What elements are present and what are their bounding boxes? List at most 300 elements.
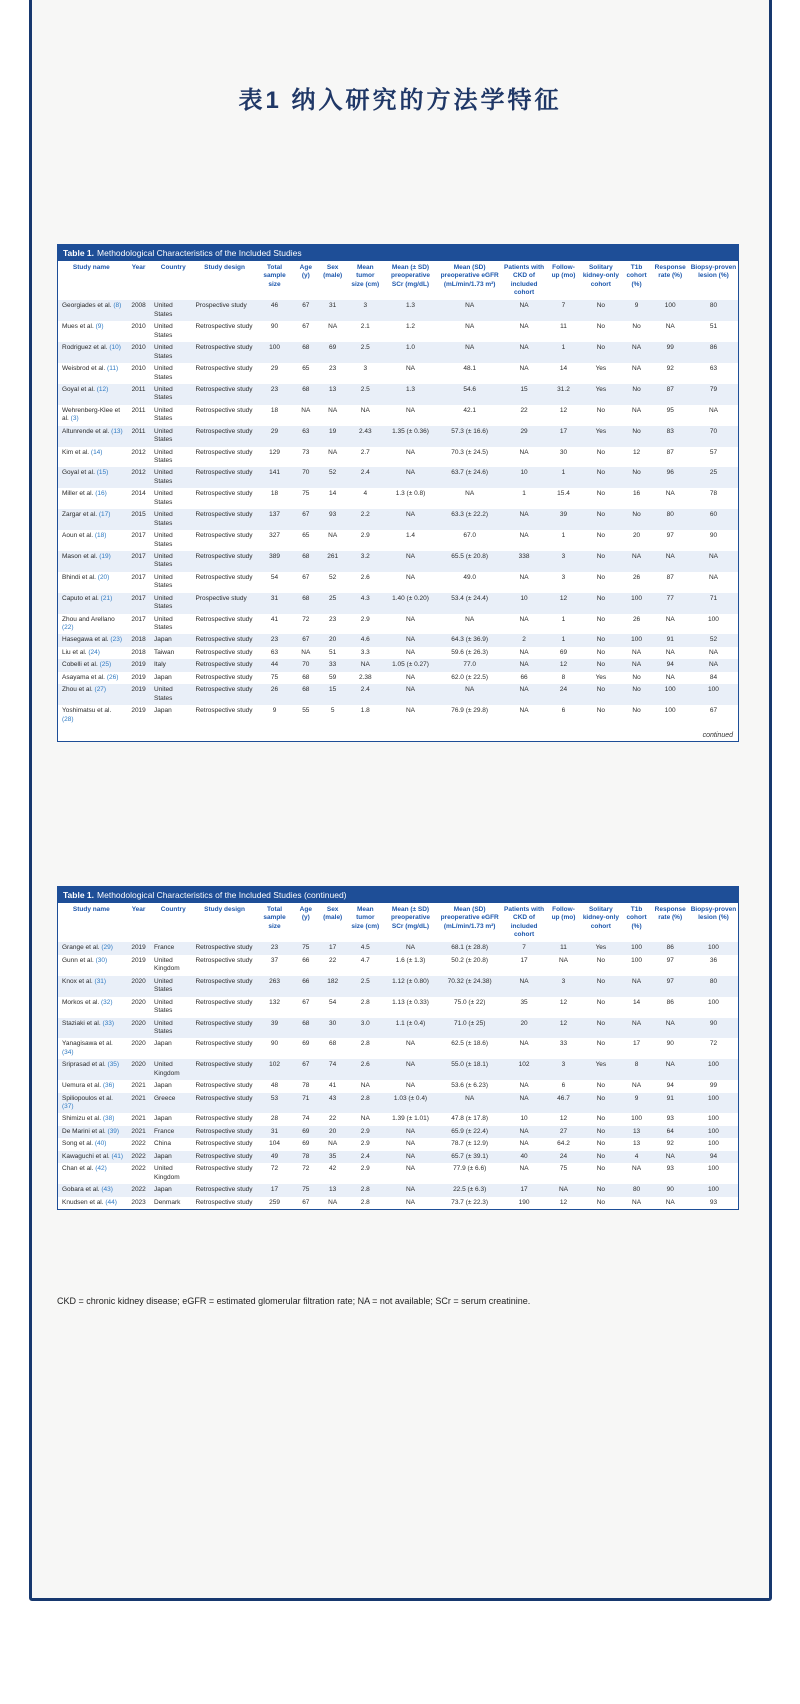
data-cell: 35 <box>520 998 528 1006</box>
data-cell: 95 <box>666 406 674 414</box>
table-row <box>58 1018 738 1039</box>
data-cell: 263 <box>255 976 294 997</box>
data-cell: 100 <box>689 942 738 954</box>
data-cell: 91 <box>652 1093 689 1114</box>
data-cell: NA <box>383 1151 438 1163</box>
data-cell: 10 <box>520 1115 528 1123</box>
data-cell: 3.0 <box>348 1018 383 1039</box>
abbreviation-footnote: CKD = chronic kidney disease; eGFR = estimated glomerular filtration rate; NA = not available; SCr = serum creatinine. <box>57 1296 531 1306</box>
column-header: Mean (± SD) preoperative SCr (mg/dL) <box>390 263 431 288</box>
data-cell: 100 <box>622 942 652 954</box>
data-cell: NA <box>405 673 416 681</box>
data-cell: Retrospective study <box>194 634 255 646</box>
data-cell: No <box>580 1184 621 1196</box>
data-cell: No <box>622 467 652 488</box>
study-name-cell: Cobelli et al. (25) <box>58 659 125 671</box>
data-cell: Retrospective study <box>195 998 253 1006</box>
data-cell: 100 <box>689 684 738 705</box>
data-cell: 100 <box>652 684 689 705</box>
data-cell: 102 <box>501 1059 547 1080</box>
data-cell: NA <box>519 1165 529 1173</box>
data-cell: 23 <box>255 634 294 646</box>
data-cell: 90 <box>652 1184 689 1196</box>
data-cell: United States <box>153 1018 194 1039</box>
data-cell: NA <box>405 1165 416 1173</box>
data-cell: 23 <box>329 365 337 373</box>
data-cell: 80 <box>689 300 738 321</box>
data-cell: 327 <box>269 532 280 540</box>
data-cell: 100 <box>255 342 294 363</box>
data-cell: 7 <box>547 300 580 321</box>
data-cell: No <box>580 342 621 363</box>
data-cell: 99 <box>652 342 689 363</box>
data-cell: 23 <box>255 384 294 405</box>
data-cell: Japan <box>153 634 194 646</box>
data-cell: No <box>596 956 606 964</box>
data-cell: NA <box>383 1126 438 1138</box>
data-cell: Retrospective study <box>194 384 255 405</box>
data-cell: 2.4 <box>348 684 383 705</box>
table-row <box>58 1059 738 1080</box>
data-cell: 1.03 (± 0.4) <box>383 1093 438 1114</box>
data-cell: United States <box>153 593 194 614</box>
data-cell: NA <box>708 648 718 656</box>
data-cell: 26 <box>632 615 641 623</box>
table-row <box>58 955 738 976</box>
data-cell: No <box>622 384 652 405</box>
data-cell: Retrospective study <box>194 684 255 705</box>
data-cell: 12 <box>559 1198 568 1206</box>
data-cell: United States <box>153 551 194 572</box>
data-cell: 74 <box>318 1059 348 1080</box>
data-cell: 75 <box>559 1165 568 1173</box>
header-row <box>58 903 738 943</box>
data-cell: NA <box>405 406 416 414</box>
data-cell: NA <box>405 1198 416 1206</box>
data-cell: United Kingdom <box>153 1059 194 1080</box>
data-cell: 37 <box>270 956 279 964</box>
data-cell: Yes <box>580 426 621 447</box>
data-cell: 17 <box>632 1040 641 1048</box>
data-cell: United Kingdom <box>154 1165 180 1181</box>
data-cell: 71 <box>294 1093 318 1114</box>
data-cell: NA <box>383 1184 438 1196</box>
data-cell: United States <box>154 490 173 506</box>
data-cell: 1 <box>547 342 580 363</box>
data-cell: 2011 <box>131 406 146 414</box>
data-cell: No <box>596 707 606 715</box>
citation-ref: (27) <box>94 686 107 694</box>
citation-ref: (23) <box>110 636 122 644</box>
column-header: Patients with CKD of included cohort <box>504 263 545 296</box>
study-name-cell: Zhou et al. (27) <box>58 684 125 705</box>
data-cell: 78 <box>302 1082 310 1090</box>
table-row <box>58 672 738 684</box>
table-row <box>58 684 738 705</box>
data-cell: 1 <box>561 615 566 623</box>
data-cell: 2010 <box>131 323 146 331</box>
data-cell: 30 <box>318 1018 348 1039</box>
table-row <box>58 572 738 593</box>
study-name-cell: Song et al. (40) <box>62 1140 107 1148</box>
data-cell: NA <box>405 448 416 456</box>
page-title: 表1 纳入研究的方法学特征 <box>238 87 562 114</box>
data-cell: 100 <box>708 1115 719 1123</box>
data-cell: 52 <box>689 634 738 646</box>
data-cell: 2.9 <box>348 1126 383 1138</box>
table-row <box>58 405 738 426</box>
study-name-cell: Bhindi et al. (20) <box>62 573 110 581</box>
study-name-cell: Knudsen et al. (44) <box>62 1198 117 1206</box>
data-cell: 42.1 <box>463 406 476 414</box>
data-cell: Retrospective study <box>194 551 255 572</box>
data-cell: 54 <box>270 573 279 581</box>
data-cell: 2.9 <box>360 1165 370 1173</box>
data-cell: 2019 <box>131 707 146 715</box>
data-cell: 4.5 <box>348 942 383 954</box>
data-cell: 78 <box>709 490 718 498</box>
data-cell: 13 <box>318 384 348 405</box>
data-cell: 3 <box>547 1059 580 1080</box>
data-cell: No <box>580 593 621 614</box>
data-cell: 12 <box>547 1018 580 1039</box>
column-header: Country <box>160 263 186 271</box>
data-cell: 91 <box>652 634 689 646</box>
data-cell: NA <box>519 1082 529 1090</box>
citation-ref: (35) <box>107 1061 120 1069</box>
table-row <box>58 384 738 405</box>
data-cell: 80 <box>689 976 738 997</box>
table-row <box>58 659 738 671</box>
citation-ref: (18) <box>94 532 107 540</box>
data-cell: 2.6 <box>348 1059 383 1080</box>
data-cell: 2.2 <box>348 509 383 530</box>
data-cell: 53.6 (± 6.23) <box>451 1082 489 1090</box>
data-cell: 33 <box>559 1040 568 1048</box>
data-cell: 2012 <box>125 467 153 488</box>
data-cell: 1.2 <box>405 323 416 331</box>
data-cell: 11 <box>547 942 580 954</box>
data-cell: NA <box>689 659 738 671</box>
data-cell: 3.3 <box>360 648 370 656</box>
citation-ref: (39) <box>107 1127 120 1135</box>
column-header: Solitary kidney-only cohort <box>582 263 619 288</box>
data-cell: 68 <box>294 593 318 614</box>
data-cell: No <box>580 1151 621 1163</box>
data-cell: 87 <box>652 384 689 405</box>
column-header: Patients with CKD of included cohort <box>504 905 545 938</box>
data-cell: Retrospective study <box>195 648 253 656</box>
data-cell: 84 <box>709 673 718 681</box>
study-name-cell: Knox et al. (31) <box>58 976 125 997</box>
citation-ref: (3) <box>70 415 79 423</box>
data-cell: NA <box>328 1140 338 1148</box>
data-cell: 67 <box>294 1059 318 1080</box>
data-cell: 63 <box>709 365 718 373</box>
column-header: Mean (± SD) preoperative SCr (mg/dL) <box>390 905 431 930</box>
data-cell: NA <box>652 1018 689 1039</box>
data-cell: 90 <box>709 532 718 540</box>
table-row <box>58 1151 738 1163</box>
data-cell: Retrospective study <box>195 490 253 498</box>
data-cell: NA <box>360 1115 370 1123</box>
data-cell: 100 <box>622 593 652 614</box>
table-row <box>58 1163 738 1184</box>
data-cell: 62.5 (± 18.6) <box>451 1040 489 1048</box>
data-cell: 100 <box>689 1184 738 1196</box>
column-header: Follow-up (mo) <box>551 263 576 280</box>
table-row <box>58 530 738 551</box>
data-cell: 64.2 <box>557 1140 570 1148</box>
data-cell: NA <box>383 509 438 530</box>
data-cell: 68 <box>294 684 318 705</box>
data-cell: 71 <box>689 593 738 614</box>
data-cell: NA <box>328 1198 338 1206</box>
data-cell: 87 <box>666 573 674 581</box>
data-cell: NA <box>708 406 718 414</box>
data-cell: NA <box>519 365 529 373</box>
data-cell: 22 <box>520 406 528 414</box>
table2-header <box>58 903 738 943</box>
data-cell: 69 <box>302 1140 310 1148</box>
data-cell: 2.8 <box>360 998 370 1006</box>
data-cell: 75 <box>302 490 310 498</box>
data-cell: 100 <box>689 1059 738 1080</box>
data-cell: 93 <box>666 1115 674 1123</box>
data-cell: 10 <box>501 593 547 614</box>
study-name-cell: Mason et al. (19) <box>58 551 125 572</box>
data-cell: No <box>580 509 621 530</box>
data-cell: 27 <box>547 1126 580 1138</box>
citation-ref: (17) <box>98 511 111 519</box>
column-header: Response rate (%) <box>654 905 686 922</box>
data-cell: 79 <box>689 384 738 405</box>
citation-ref: (9) <box>95 323 104 331</box>
table-row <box>58 647 738 659</box>
data-cell: NA <box>665 1198 675 1206</box>
data-cell: 4.6 <box>348 634 383 646</box>
data-cell: 36 <box>709 956 718 964</box>
data-cell: 12 <box>547 659 580 671</box>
data-cell: 100 <box>622 634 652 646</box>
table-row <box>58 509 738 530</box>
data-cell: 70 <box>689 426 738 447</box>
data-cell: United States <box>153 342 194 363</box>
data-cell: China <box>154 1140 171 1148</box>
data-cell: 55.0 (± 18.1) <box>438 1059 501 1080</box>
data-cell: Retrospective study <box>195 532 253 540</box>
data-cell: 2021 <box>131 1082 146 1090</box>
study-name-cell: Caputo et al. (21) <box>58 593 125 614</box>
data-cell: No <box>596 490 606 498</box>
data-cell: 12 <box>559 1115 568 1123</box>
data-cell: 4.7 <box>360 956 370 964</box>
citation-ref: (38) <box>102 1115 115 1123</box>
data-cell: 23 <box>329 615 337 623</box>
column-header: Response rate (%) <box>654 263 686 280</box>
table-row <box>58 634 738 646</box>
study-name-cell: Gunn et al. (30) <box>62 956 108 964</box>
data-cell: 68 <box>329 1040 337 1048</box>
data-cell: 259 <box>269 1198 280 1206</box>
data-cell: NA <box>328 406 338 414</box>
data-cell: 68 <box>294 551 318 572</box>
data-cell: 1.0 <box>383 342 438 363</box>
data-cell: Retrospective study <box>195 1165 253 1173</box>
data-cell: 2.9 <box>360 615 370 623</box>
data-cell: 31 <box>255 593 294 614</box>
data-cell: 69 <box>559 648 568 656</box>
data-cell: No <box>596 406 606 414</box>
data-cell: 65.7 (± 39.1) <box>438 1151 501 1163</box>
data-cell: United Kingdom <box>154 956 180 973</box>
study-name-cell: Zhou and Arellano (22) <box>62 615 115 631</box>
data-cell: No <box>632 707 641 715</box>
data-cell: 2015 <box>125 509 153 530</box>
data-cell: United States <box>154 406 173 423</box>
data-cell: 92 <box>666 365 674 373</box>
data-cell: NA <box>708 573 718 581</box>
data-cell: No <box>596 998 606 1006</box>
data-cell: 75.0 (± 22) <box>453 998 486 1006</box>
data-cell: 68 <box>294 384 318 405</box>
data-cell: 97 <box>652 976 689 997</box>
data-cell: Greece <box>153 1093 194 1114</box>
data-cell: Yes <box>595 673 607 681</box>
study-name-cell: Rodriguez et al. (10) <box>58 342 125 363</box>
data-cell: 2019 <box>125 684 153 705</box>
data-cell: Retrospective study <box>195 1040 253 1048</box>
data-cell: 90 <box>270 323 279 331</box>
data-cell: NA <box>519 448 529 456</box>
data-cell: 35 <box>318 1151 348 1163</box>
data-cell: 72 <box>709 1040 718 1048</box>
study-name-cell: Wehrenberg-Klee et al. (3) <box>62 406 121 423</box>
data-cell: 1 <box>561 532 566 540</box>
data-cell: 69 <box>318 342 348 363</box>
data-cell: NA <box>622 551 652 572</box>
table1-block <box>57 244 739 742</box>
data-cell: 46 <box>255 300 294 321</box>
citation-ref: (37) <box>62 1103 74 1110</box>
data-cell: Retrospective study <box>195 1082 253 1090</box>
table2-caption <box>58 887 738 903</box>
data-cell: 2019 <box>131 956 146 964</box>
data-cell: NA <box>501 1126 547 1138</box>
data-cell: NA <box>519 573 529 581</box>
data-cell: 100 <box>664 707 676 715</box>
data-cell: 29 <box>270 365 279 373</box>
study-name-cell: Gobara et al. (43) <box>58 1184 125 1196</box>
table-row <box>58 942 738 954</box>
data-cell: 10 <box>501 467 547 488</box>
data-cell: Retrospective study <box>195 615 253 623</box>
data-cell: 137 <box>255 509 294 530</box>
data-cell: 65.5 (± 20.8) <box>438 551 501 572</box>
data-cell: 31 <box>255 1126 294 1138</box>
data-cell: 63.3 (± 22.2) <box>438 509 501 530</box>
data-cell: 3 <box>547 976 580 997</box>
data-cell: 92 <box>666 1140 674 1148</box>
data-cell: No <box>580 467 621 488</box>
data-cell: 2021 <box>125 1126 153 1138</box>
data-cell: NA <box>383 684 438 705</box>
data-cell: 41 <box>270 615 279 623</box>
data-cell: NA <box>519 1040 529 1048</box>
study-name-cell: Staziaki et al. (33) <box>58 1018 125 1039</box>
data-cell: No <box>596 448 606 456</box>
data-cell: United States <box>154 365 173 381</box>
data-cell: Japan <box>154 707 172 715</box>
data-cell: 13 <box>622 1126 652 1138</box>
data-cell: 51 <box>329 648 337 656</box>
data-cell: 2.8 <box>348 1093 383 1114</box>
data-cell: 25 <box>689 467 738 488</box>
column-header: T1b cohort (%) <box>626 905 647 930</box>
data-cell: 90 <box>270 1040 279 1048</box>
data-cell: NA <box>405 707 416 715</box>
data-cell: 39 <box>255 1018 294 1039</box>
data-cell: 12 <box>547 593 580 614</box>
data-cell: 2018 <box>125 634 153 646</box>
data-cell: 2.4 <box>348 467 383 488</box>
data-cell: Retrospective study <box>195 1198 253 1206</box>
citation-ref: (34) <box>62 1048 74 1056</box>
data-cell: Retrospective study <box>195 406 253 414</box>
data-cell: Retrospective study <box>194 1059 255 1080</box>
data-cell: NA <box>501 976 547 997</box>
data-cell: 26 <box>255 684 294 705</box>
data-cell: 96 <box>652 467 689 488</box>
study-name-cell: De Marini et al. (39) <box>58 1126 125 1138</box>
data-cell: 20 <box>318 634 348 646</box>
table-row <box>58 1093 738 1114</box>
data-cell: No <box>596 648 606 656</box>
citation-ref: (20) <box>97 573 110 581</box>
data-cell: 18 <box>270 406 279 414</box>
data-cell: 67 <box>302 573 310 581</box>
data-cell: 18 <box>270 490 279 498</box>
data-cell: NA <box>501 342 547 363</box>
data-cell: 102 <box>255 1059 294 1080</box>
data-cell: 70.32 (± 24.38) <box>438 976 501 997</box>
data-cell: No <box>580 1018 621 1039</box>
data-cell: Yes <box>580 942 621 954</box>
column-header: Biopsy-proven lesion (%) <box>690 263 737 280</box>
table2 <box>58 903 738 1209</box>
data-cell: Italy <box>153 659 194 671</box>
data-cell: United States <box>154 448 173 464</box>
data-cell: NA <box>438 300 501 321</box>
data-cell: 261 <box>318 551 348 572</box>
data-cell: United States <box>154 323 173 339</box>
data-cell: 69 <box>302 1040 310 1048</box>
data-cell: NA <box>465 323 475 331</box>
data-cell: 90 <box>689 1018 738 1039</box>
data-cell: 30 <box>559 448 568 456</box>
data-cell: No <box>596 1082 606 1090</box>
citation-ref: (12) <box>96 385 109 393</box>
data-cell: 77.9 (± 6.6) <box>453 1165 487 1173</box>
data-cell: NA <box>519 648 529 656</box>
data-cell: NA <box>632 648 642 656</box>
data-cell: No <box>596 532 606 540</box>
data-cell: 1.1 (± 0.4) <box>383 1018 438 1039</box>
study-name-cell: Weisbrod et al. (11) <box>62 365 119 373</box>
data-cell: 2017 <box>131 532 146 540</box>
study-name-cell: Hasegawa et al. (23) <box>58 634 125 646</box>
data-cell: 141 <box>255 467 294 488</box>
